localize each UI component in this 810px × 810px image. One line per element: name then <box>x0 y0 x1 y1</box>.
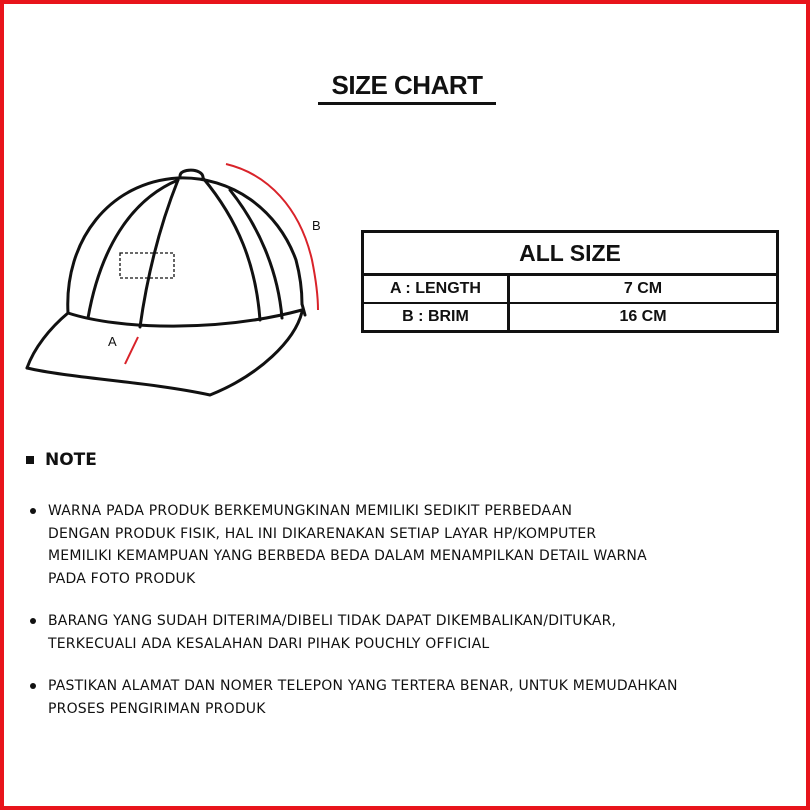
page-title: SIZE CHART <box>331 70 483 100</box>
measure-line-a <box>125 337 138 364</box>
list-item <box>30 675 800 720</box>
bullet-dot-icon <box>30 618 36 624</box>
logo-patch-outline <box>120 253 174 278</box>
note-list <box>30 500 800 740</box>
label-a: A <box>108 334 117 349</box>
title-underline <box>318 102 496 105</box>
cap-brim-bottom <box>27 312 302 395</box>
bullet-dot-icon <box>30 683 36 689</box>
size-value-brim: 16 CM <box>509 303 778 332</box>
size-label-length: A : LENGTH <box>363 275 509 304</box>
note-heading <box>26 450 97 470</box>
label-b: B <box>312 218 321 233</box>
list-item <box>30 500 800 590</box>
cap-right-seam-2 <box>230 190 282 318</box>
table-row <box>363 303 778 332</box>
size-label-brim: B : BRIM <box>363 303 509 332</box>
note-text: BARANG YANG SUDAH DITERIMA/DIBELI TIDAK DAPAT DIKEMBALIKAN/DITUKAR, TERKECUALI ADA KESALAHAN DARI PIHAK POUCHLY OFFICIAL <box>48 613 617 652</box>
size-table <box>361 230 779 333</box>
cap-diagram <box>0 150 340 410</box>
list-item <box>30 610 800 655</box>
bullet-dot-icon <box>30 508 36 514</box>
square-icon <box>26 456 34 464</box>
note-heading-label: NOTE <box>45 450 97 470</box>
size-value-length: 7 CM <box>509 275 778 304</box>
note-text: PASTIKAN ALAMAT DAN NOMER TELEPON YANG TERTERA BENAR, UNTUK MEMUDAHKAN PROSES PENGIRIMAN PRODUK <box>48 678 678 717</box>
note-text: WARNA PADA PRODUK BERKEMUNGKINAN MEMILIKI SEDIKIT PERBEDAAN DENGAN PRODUK FISIK, HAL INI DIKARENAKAN SETIAP LAYAR HP/KOMPUTER MEMILIKI KEMAMPUAN YANG BERBEDA BEDA DALAM MENAMPILKAN DETAIL WARNA PADA FOTO PRODUK <box>48 503 647 587</box>
size-table-header: ALL SIZE <box>363 232 778 275</box>
table-row <box>363 275 778 304</box>
cap-button <box>180 170 203 177</box>
cap-brim-top <box>27 313 68 368</box>
cap-crown-base <box>68 310 302 326</box>
cap-crown-outline <box>68 178 302 313</box>
cap-left-seam <box>88 180 178 318</box>
